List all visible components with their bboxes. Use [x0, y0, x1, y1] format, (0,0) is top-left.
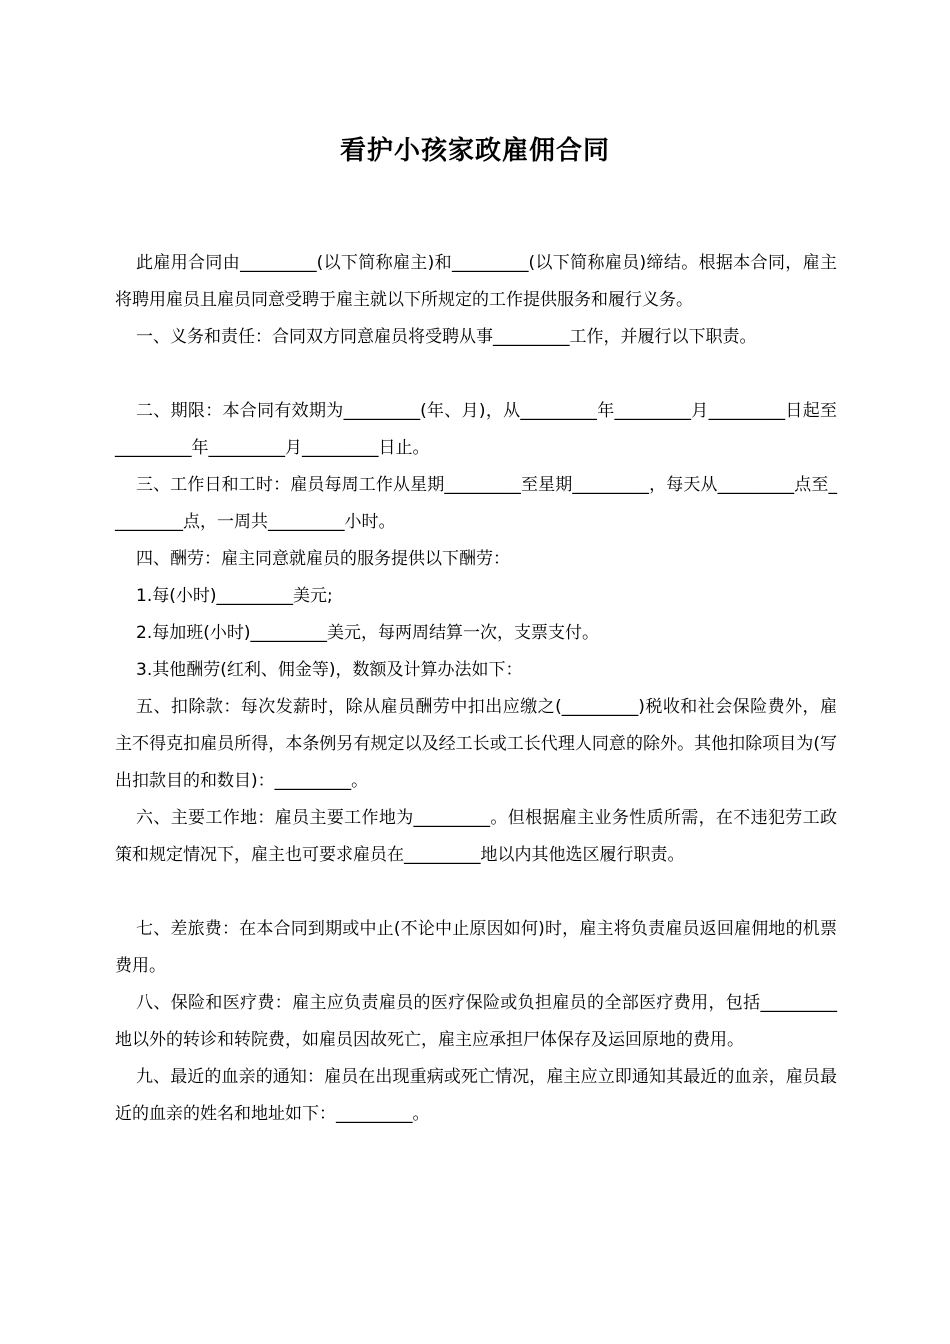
clause-5-deductions: 五、扣除款：每次发薪时，除从雇员酬劳中扣出应缴之(_________)税收和社会保险费外，雇主不得克扣雇员所得，本条例另有规定以及经工长或工长代理人同意的除外。其他扣除项目为(写出扣款目的和数目)：_________。	[115, 697, 837, 791]
clause-8-insurance: 八、保险和医疗费：雇主应负责雇员的医疗保险或负担雇员的全部医疗费用，包括_________地以外的转诊和转院费，如雇员因故死亡，雇主应承担尸体保存及运回原地的费用。	[115, 993, 837, 1050]
intro-paragraph: 此雇用合同由_________(以下简称雇主)和_________(以下简称雇员)缔结。根据本合同，雇主将聘用雇员且雇员同意受聘于雇主就以下所规定的工作提供服务和履行义务。	[115, 253, 837, 310]
clause-1-duties: 一、义务和责任：合同双方同意雇员将受聘从事_________工作，并履行以下职责。	[136, 327, 757, 347]
clause-4-remuneration: 四、酬劳：雇主同意就雇员的服务提供以下酬劳：	[136, 549, 510, 569]
clause-6-workplace: 六、主要工作地：雇员主要工作地为_________。但根据雇主业务性质所需，在不违犯劳工政策和规定情况下，雇主也可要求雇员在_________地以内其他选区履行职责。	[115, 808, 837, 865]
remuneration-item-1: 1.每(小时)_________美元;	[136, 586, 333, 606]
remuneration-item-2: 2.每加班(小时)_________美元，每两周结算一次，支票支付。	[136, 623, 599, 643]
clause-3-working-hours: 三、工作日和工时：雇员每周工作从星期_________至星期_________，每天从_________点至_________点，一周共_________小时。	[115, 475, 837, 532]
document-title: 看护小孩家政雇佣合同	[339, 136, 610, 166]
blank-line	[115, 356, 837, 393]
remuneration-item-3: 3.其他酬劳(红利、佣金等)，数额及计算办法如下：	[136, 660, 523, 680]
clause-2-term: 二、期限：本合同有效期为_________(年、月)，从_________年_________月_________日起至_________年_________月_________日止。	[115, 401, 837, 458]
clause-7-travel: 七、差旅费：在本合同到期或中止(不论中止原因如何)时，雇主将负责雇员返回雇佣地的机票费用。	[115, 919, 837, 976]
blank-line	[115, 874, 837, 911]
document-body	[115, 245, 837, 1133]
clause-9-next-of-kin: 九、最近的血亲的通知：雇员在出现重病或死亡情况，雇主应立即通知其最近的血亲，雇员最近的血亲的姓名和地址如下：_________。	[115, 1067, 837, 1124]
